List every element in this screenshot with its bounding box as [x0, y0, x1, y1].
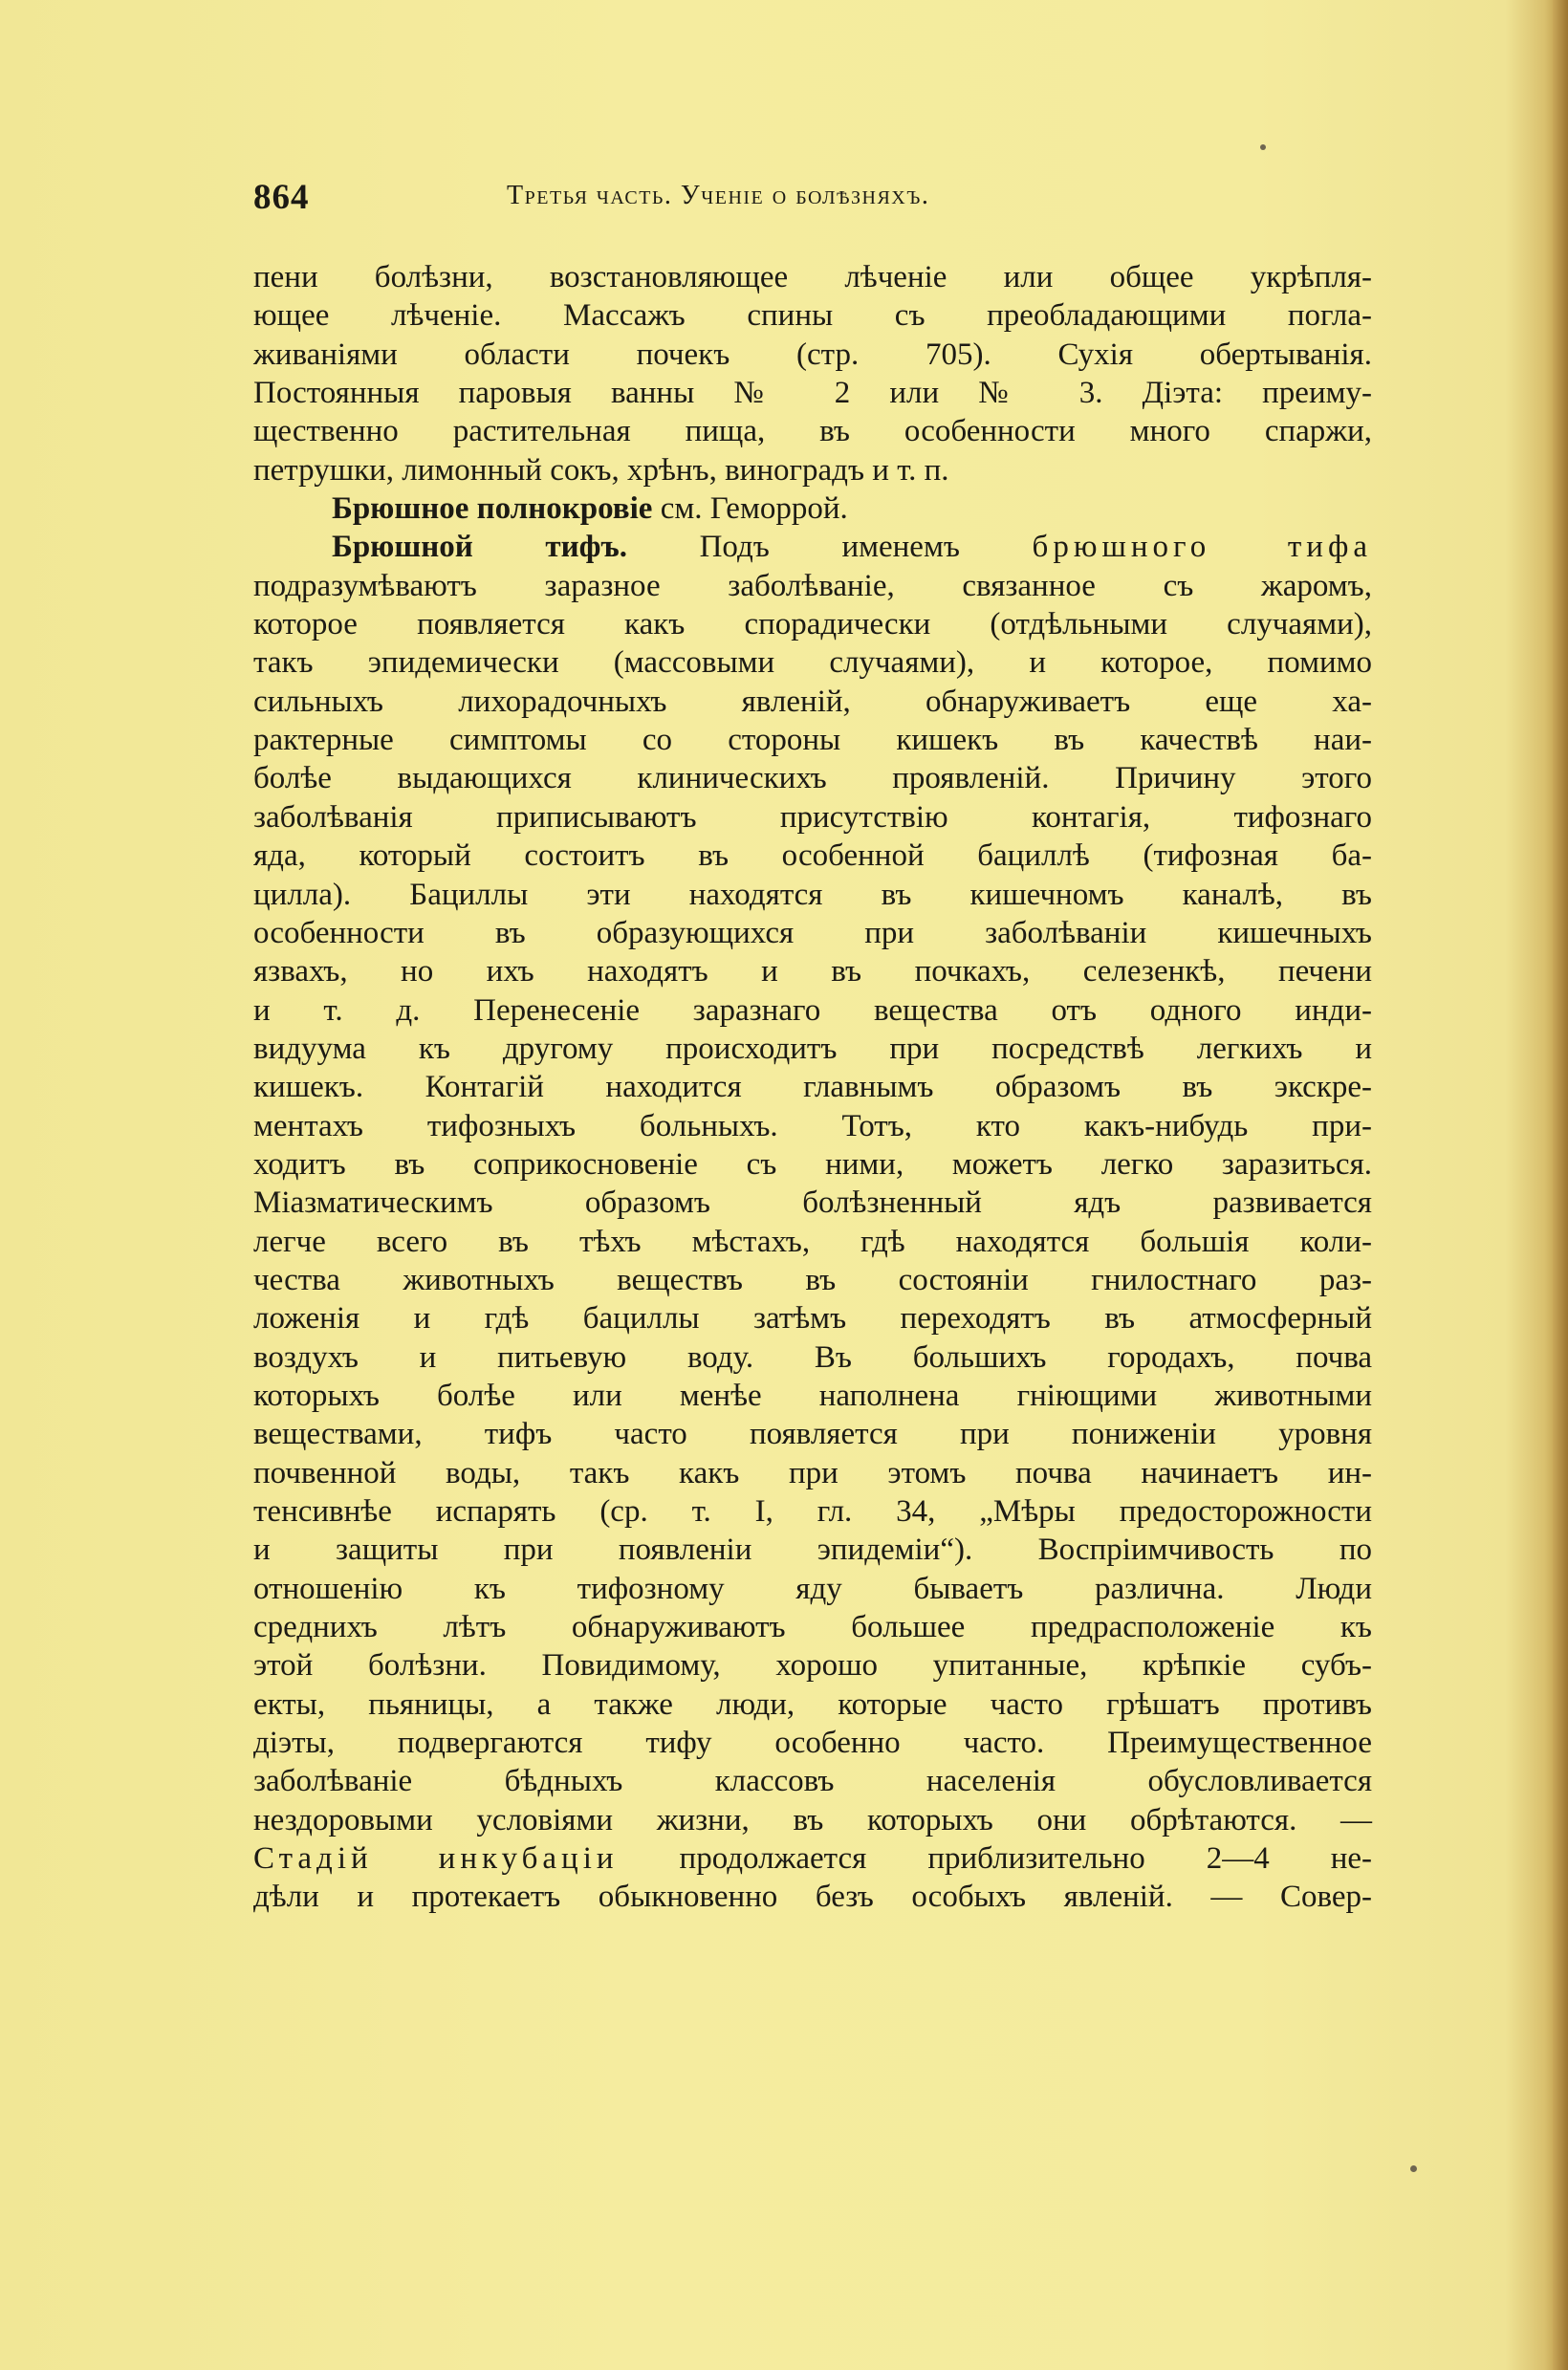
text-line: живаніями области почекъ (стр. 705). Сухія обертыванія.: [253, 337, 1372, 372]
text-line: кишекъ. Контагій находится главнымъ образомъ въ экскре-: [253, 1070, 1372, 1105]
text-line: подразумѣваютъ заразное заболѣваніе, связанное съ жаромъ,: [253, 568, 1372, 603]
text-line: діэты, подвергаются тифу особенно часто. Преимущественное: [253, 1726, 1372, 1761]
text-line: щественно растительная пища, въ особенности много спаржи,: [253, 414, 1372, 449]
page-number: 864: [253, 178, 310, 217]
text-line: этой болѣзни. Повидимому, хорошо упитанные, крѣпкіе субъ-: [253, 1648, 1372, 1684]
text-line: тенсивнѣе испарять (ср. т. I, гл. 34, „Мѣры предосторожности: [253, 1494, 1372, 1529]
text-line: ходитъ въ соприкосновеніе съ ними, можетъ легко заразиться.: [253, 1146, 1372, 1182]
entry-text: продолжается приблизительно 2—4 не-: [618, 1841, 1372, 1877]
text-line: болѣе выдающихся клиническихъ проявленій. Причину этого: [253, 761, 1372, 796]
text-line: чества животныхъ веществъ въ состояніи гнилостнаго раз-: [253, 1262, 1372, 1297]
text-line: и т. д. Перенесеніе заразнаго вещества отъ одного инди-: [253, 992, 1372, 1028]
entry-term: Брюшной тифъ.: [332, 530, 627, 565]
spaced-term: брюшного тифа: [1032, 530, 1372, 565]
text-line: заболѣванія приписываютъ присутствію контагія, тифознаго: [253, 799, 1372, 835]
text-line: екты, пьяницы, а также люди, которые часто грѣшатъ противъ: [253, 1686, 1372, 1722]
entry-text: см. Геморрой.: [652, 491, 848, 527]
stage-line: [253, 1839, 1372, 1878]
text-line: такъ эпидемически (массовыми случаями), и которое, помимо: [253, 645, 1372, 681]
running-head: Третья часть. Ученіе о болѣзняхъ.: [507, 181, 930, 210]
print-speck: [1410, 2165, 1417, 2172]
text-line: Постоянныя паровыя ванны № 2 или № 3. Діэта: преиму-: [253, 376, 1372, 411]
text-line: особенности въ образующихся при заболѣваніи кишечныхъ: [253, 915, 1372, 950]
page-header: [253, 177, 1372, 225]
text-line: сильныхъ лихорадочныхъ явленій, обнаруживаетъ еще ха-: [253, 684, 1372, 719]
print-speck: [1260, 144, 1266, 150]
entry-term: Брюшное полнокровіе: [332, 491, 653, 527]
text-line: почвенной воды, такъ какъ при этомъ почва начинаетъ ин-: [253, 1455, 1372, 1490]
text-line: Міазматическимъ образомъ болѣзненный ядъ развивается: [253, 1185, 1372, 1221]
text-line: цилла). Бациллы эти находятся въ кишечномъ каналѣ, въ: [253, 877, 1372, 912]
page-edge: [1553, 0, 1568, 2370]
text-line: яда, который состоитъ въ особенной бациллѣ (тифозная ба-: [253, 838, 1372, 874]
text-line: которыхъ болѣе или менѣе наполнена гніющими животными: [253, 1378, 1372, 1413]
text-line: пени болѣзни, возстановляющее лѣченіе или общее укрѣпля-: [253, 260, 1372, 294]
entry-line-typhoid: [253, 528, 1372, 566]
text-line: веществами, тифъ часто появляется при пониженіи уровня: [253, 1417, 1372, 1452]
entry-line-abdominal-plethora: [253, 489, 1372, 528]
body-text: [253, 258, 1372, 1917]
spaced-term: Стадій инкубаціи: [253, 1841, 619, 1877]
text-line: ющее лѣченіе. Массажъ спины съ преобладающими погла-: [253, 298, 1372, 334]
text-line: заболѣваніе бѣдныхъ классовъ населенія обусловливается: [253, 1764, 1372, 1799]
text-line: петрушки, лимонный сокъ, хрѣнъ, виноградъ и т. п.: [253, 452, 949, 488]
text-line: ментахъ тифозныхъ больныхъ. Тотъ, кто какъ-нибудь при-: [253, 1108, 1372, 1143]
text-line: дѣли и протекаетъ обыкновенно безъ особыхъ явленій. — Совер-: [253, 1880, 1372, 1915]
text-line: язвахъ, но ихъ находятъ и въ почкахъ, селезенкѣ, печени: [253, 954, 1372, 989]
entry-text: Подъ именемъ: [626, 530, 1033, 565]
text-line: ложенія и гдѣ бациллы затѣмъ переходятъ въ атмосферный: [253, 1301, 1372, 1337]
text-line: и защиты при появленіи эпидеміи“). Воспріимчивость по: [253, 1533, 1372, 1568]
text-line: отношенію къ тифозному яду бываетъ различна. Люди: [253, 1571, 1372, 1606]
text-line: видуума къ другому происходитъ при посредствѣ легкихъ и: [253, 1031, 1372, 1066]
text-line: рактерные симптомы со стороны кишекъ въ качествѣ наи-: [253, 723, 1372, 758]
text-line: воздухъ и питьевую воду. Въ большихъ городахъ, почва: [253, 1339, 1372, 1375]
text-line: нездоровыми условіями жизни, въ которыхъ они обрѣтаются. —: [253, 1802, 1372, 1837]
text-line: среднихъ лѣтъ обнаруживаютъ большее предрасположеніе къ: [253, 1610, 1372, 1645]
text-line: легче всего въ тѣхъ мѣстахъ, гдѣ находятся большія коли-: [253, 1224, 1372, 1259]
text-line: которое появляется какъ спорадически (отдѣльными случаями),: [253, 607, 1372, 642]
